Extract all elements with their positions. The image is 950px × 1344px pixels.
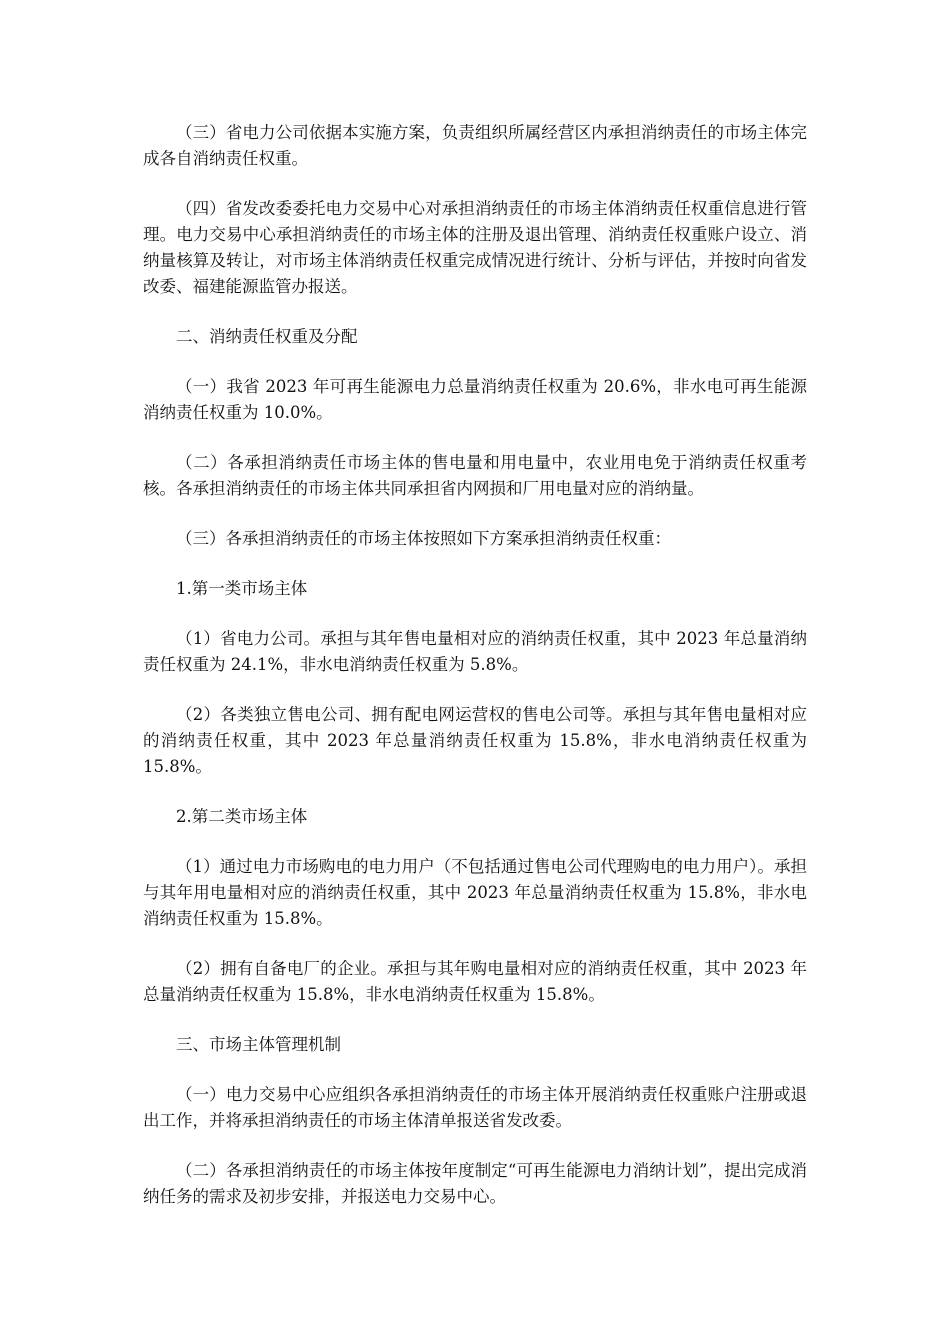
paragraph-2-1-province-weights: （一）我省 2023 年可再生能源电力总量消纳责任权重为 20.6%，非水电可再生能源消纳责任权重为 10.0%。 <box>143 377 807 422</box>
paragraph-2-2-agricultural-exemption: （二）各承担消纳责任市场主体的售电量和用电量中，农业用电免于消纳责任权重考核。各承担消纳责任的市场主体共同承担省内网损和厂用电量对应的消纳量。 <box>143 453 807 498</box>
paragraph-3-1-account-registration: （一）电力交易中心应组织各承担消纳责任的市场主体开展消纳责任权重账户注册或退出工作，并将承担消纳责任的市场主体清单报送省发改委。 <box>143 1085 807 1130</box>
section-heading-3: 三、市场主体管理机制 <box>176 1035 341 1054</box>
paragraph-3-provincial-power-company: （三）省电力公司依据本实施方案，负责组织所属经营区内承担消纳责任的市场主体完成各自消纳责任权重。 <box>143 123 807 168</box>
paragraph-second-category-2: （2）拥有自备电厂的企业。承担与其年购电量相对应的消纳责任权重，其中 2023 年总量消纳责任权重为 15.8%，非水电消纳责任权重为 15.8%。 <box>143 959 807 1004</box>
paragraph-4-trading-center: （四）省发改委委托电力交易中心对承担消纳责任的市场主体消纳责任权重信息进行管理。电力交易中心承担消纳责任的市场主体的注册及退出管理、消纳责任权重账户设立、消纳量核算及转让，对市场主体消纳责任权重完成情况进行统计、分析与评估，并按时向省发改委、福建能源监管办报送。 <box>143 199 807 296</box>
paragraph-first-category-2: （2）各类独立售电公司、拥有配电网运营权的售电公司等。承担与其年售电量相对应的消纳责任权重，其中 2023 年总量消纳责任权重为 15.8%，非水电消纳责任权重为 15.8%。 <box>143 705 807 776</box>
paragraph-3-2-consumption-plan: （二）各承担消纳责任的市场主体按年度制定“可再生能源电力消纳计划”，提出完成消纳任务的需求及初步安排，并报送电力交易中心。 <box>143 1161 807 1206</box>
paragraph-first-category-1: （1）省电力公司。承担与其年售电量相对应的消纳责任权重，其中 2023 年总量消纳责任权重为 24.1%，非水电消纳责任权重为 5.8%。 <box>143 629 807 674</box>
document-body <box>143 120 807 1234</box>
paragraph-second-category-1: （1）通过电力市场购电的电力用户（不包括通过售电公司代理购电的电力用户）。承担与其年用电量相对应的消纳责任权重，其中 2023 年总量消纳责任权重为 15.8%，非水电消纳责任权重为 15.8%。 <box>143 857 807 928</box>
subheading-second-category: 2.第二类市场主体 <box>176 807 308 826</box>
subheading-first-category: 1.第一类市场主体 <box>176 579 308 598</box>
paragraph-2-3-allocation-intro: （三）各承担消纳责任的市场主体按照如下方案承担消纳责任权重： <box>176 529 671 548</box>
section-heading-2: 二、消纳责任权重及分配 <box>176 327 358 346</box>
